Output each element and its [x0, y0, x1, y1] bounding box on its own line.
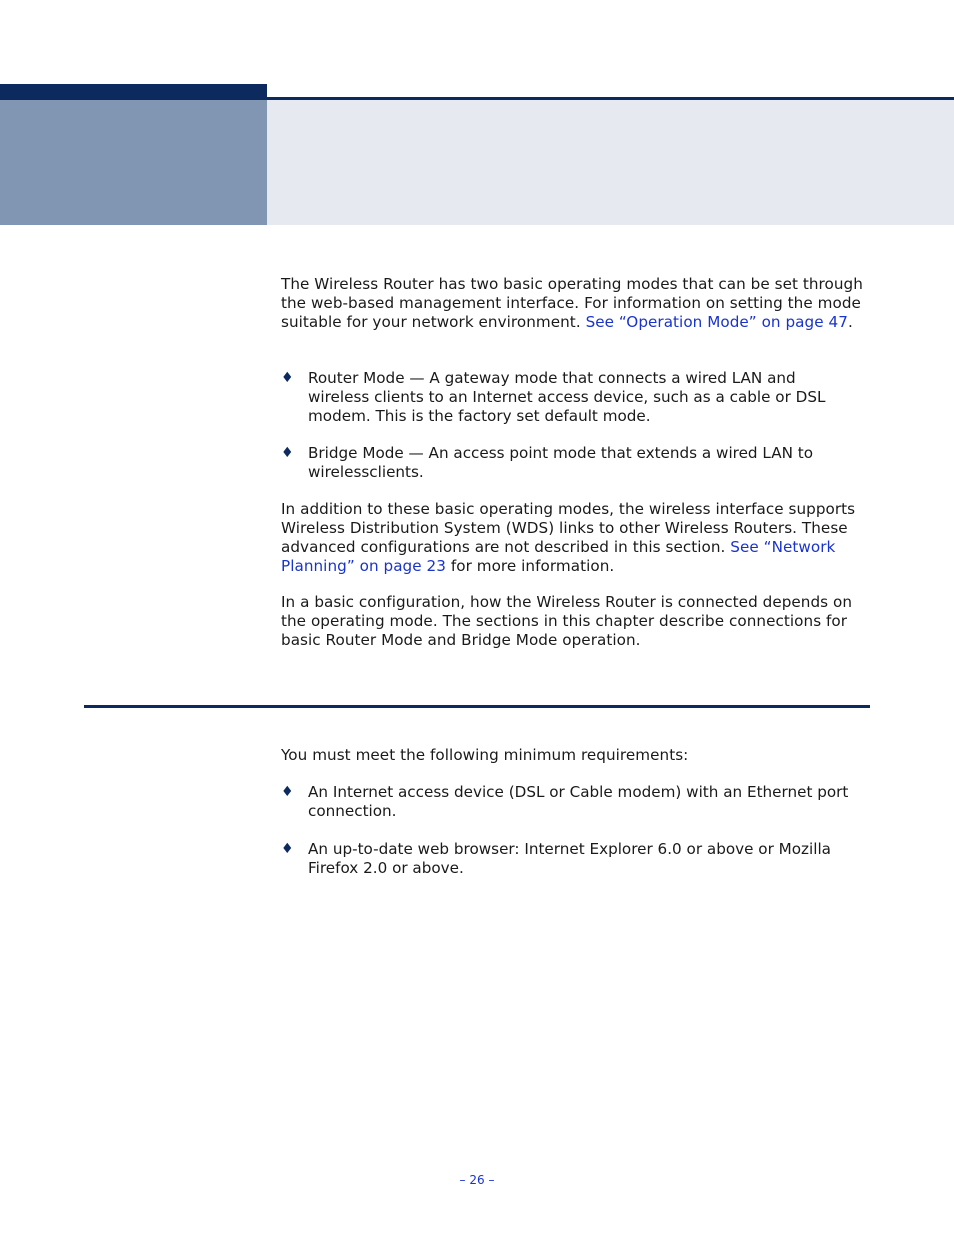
chapter-header-right-panel: [267, 100, 954, 225]
intro-text-end: .: [847, 313, 853, 331]
diamond-bullet-icon: ♦: [281, 784, 294, 800]
list-item-text: An up-to-date web browser: Internet Explorer 6.0 or above or Mozilla: [308, 840, 831, 858]
list-item-text-continued: Firefox 2.0 or above.: [308, 859, 464, 877]
diamond-bullet-icon: ♦: [281, 445, 294, 461]
list-item-internet-device: [281, 783, 873, 821]
list-item-bridge-mode: [281, 444, 873, 482]
basic-config-paragraph: [281, 593, 873, 650]
basic-config-text: In a basic configuration, how the Wireless Router is connected depends on the operating mode. The sections in this chapter describe connections for basic Router Mode and Bridge Mode operation.: [281, 593, 853, 649]
requirements-intro-text: You must meet the following minimum requirements:: [281, 746, 689, 764]
list-item-text-continued: wirelessclients.: [308, 463, 424, 481]
chapter-header-dark-bar: [0, 84, 267, 100]
list-item-text: Bridge Mode — An access point mode that extends a wired LAN to: [308, 444, 814, 462]
wds-paragraph: [281, 500, 873, 576]
list-item-text: Router Mode — A gateway mode that connects a wired LAN and: [308, 369, 796, 387]
wds-text: In addition to these basic operating modes, the wireless interface supports Wireless Distribution System (WDS) links to other Wireless Routers. These advanced configurations are not described in this section.: [281, 500, 856, 556]
section-divider: [84, 705, 870, 708]
intro-text: The Wireless Router has two basic operating modes that can be set through the web-based management interface. For information on setting the mode suitable for your network environment.: [281, 275, 863, 331]
list-item-text: An Internet access device (DSL or Cable modem) with an Ethernet port: [308, 783, 849, 801]
list-item-web-browser: [281, 840, 873, 878]
list-item-text-continued: wireless clients to an Internet access device, such as a cable or DSL modem. This is the factory set default mode.: [308, 388, 826, 425]
chapter-header-left-panel: [0, 100, 267, 225]
diamond-bullet-icon: ♦: [281, 370, 294, 386]
wds-text-end: for more information.: [445, 557, 615, 575]
list-item-text-continued: connection.: [308, 802, 397, 820]
intro-paragraph: [281, 275, 873, 332]
network-planning-link[interactable]: See “Network Planning” on page 23: [281, 538, 836, 575]
list-item-router-mode: [281, 369, 873, 426]
requirements-intro: [281, 746, 873, 765]
diamond-bullet-icon: ♦: [281, 841, 294, 857]
operation-mode-link[interactable]: See “Operation Mode” on page 47: [585, 313, 848, 331]
page-number: – 26 –: [459, 1173, 495, 1187]
